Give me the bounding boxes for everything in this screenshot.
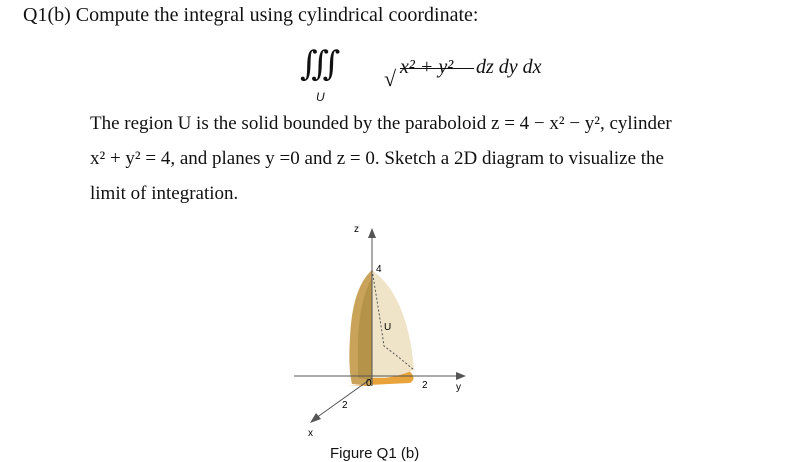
y-arrow — [456, 372, 466, 380]
question-title: Q1(b) Compute the integral using cylindrical coordinate: — [23, 4, 479, 26]
paragraph-line-2: x² + y² = 4, and planes y =0 and z = 0. Sketch a 2D diagram to visualize the — [90, 148, 664, 169]
x-arrow — [310, 413, 321, 423]
z-axis-label: z — [354, 224, 359, 235]
tick-z-4: 4 — [376, 264, 382, 275]
tick-y-2: 2 — [422, 380, 428, 391]
y-axis-label: y — [456, 382, 461, 393]
figure-caption: Figure Q1 (b) — [330, 445, 420, 462]
origin-label: 0 — [366, 378, 372, 389]
curved-face — [372, 270, 414, 378]
paragraph-line-3: limit of integration. — [90, 183, 239, 204]
triple-integral-sign: ∭ — [300, 46, 334, 83]
integral-expression — [300, 40, 560, 110]
integral-differentials: dz dy dx — [476, 56, 542, 78]
integral-region-subscript: U — [316, 90, 325, 104]
region-diagram — [290, 218, 490, 438]
region-figure — [290, 218, 490, 438]
z-arrow — [368, 228, 376, 238]
tick-x-2: 2 — [342, 400, 348, 411]
sqrt-symbol: √ — [384, 66, 397, 91]
paragraph-line-1: The region U is the solid bounded by the paraboloid z = 4 − x² − y², cylinder — [90, 113, 672, 134]
x-axis — [316, 378, 372, 418]
x-axis-label: x — [308, 428, 313, 438]
integrand-expression: x² + y² — [400, 56, 454, 78]
region-label: U — [384, 322, 392, 333]
